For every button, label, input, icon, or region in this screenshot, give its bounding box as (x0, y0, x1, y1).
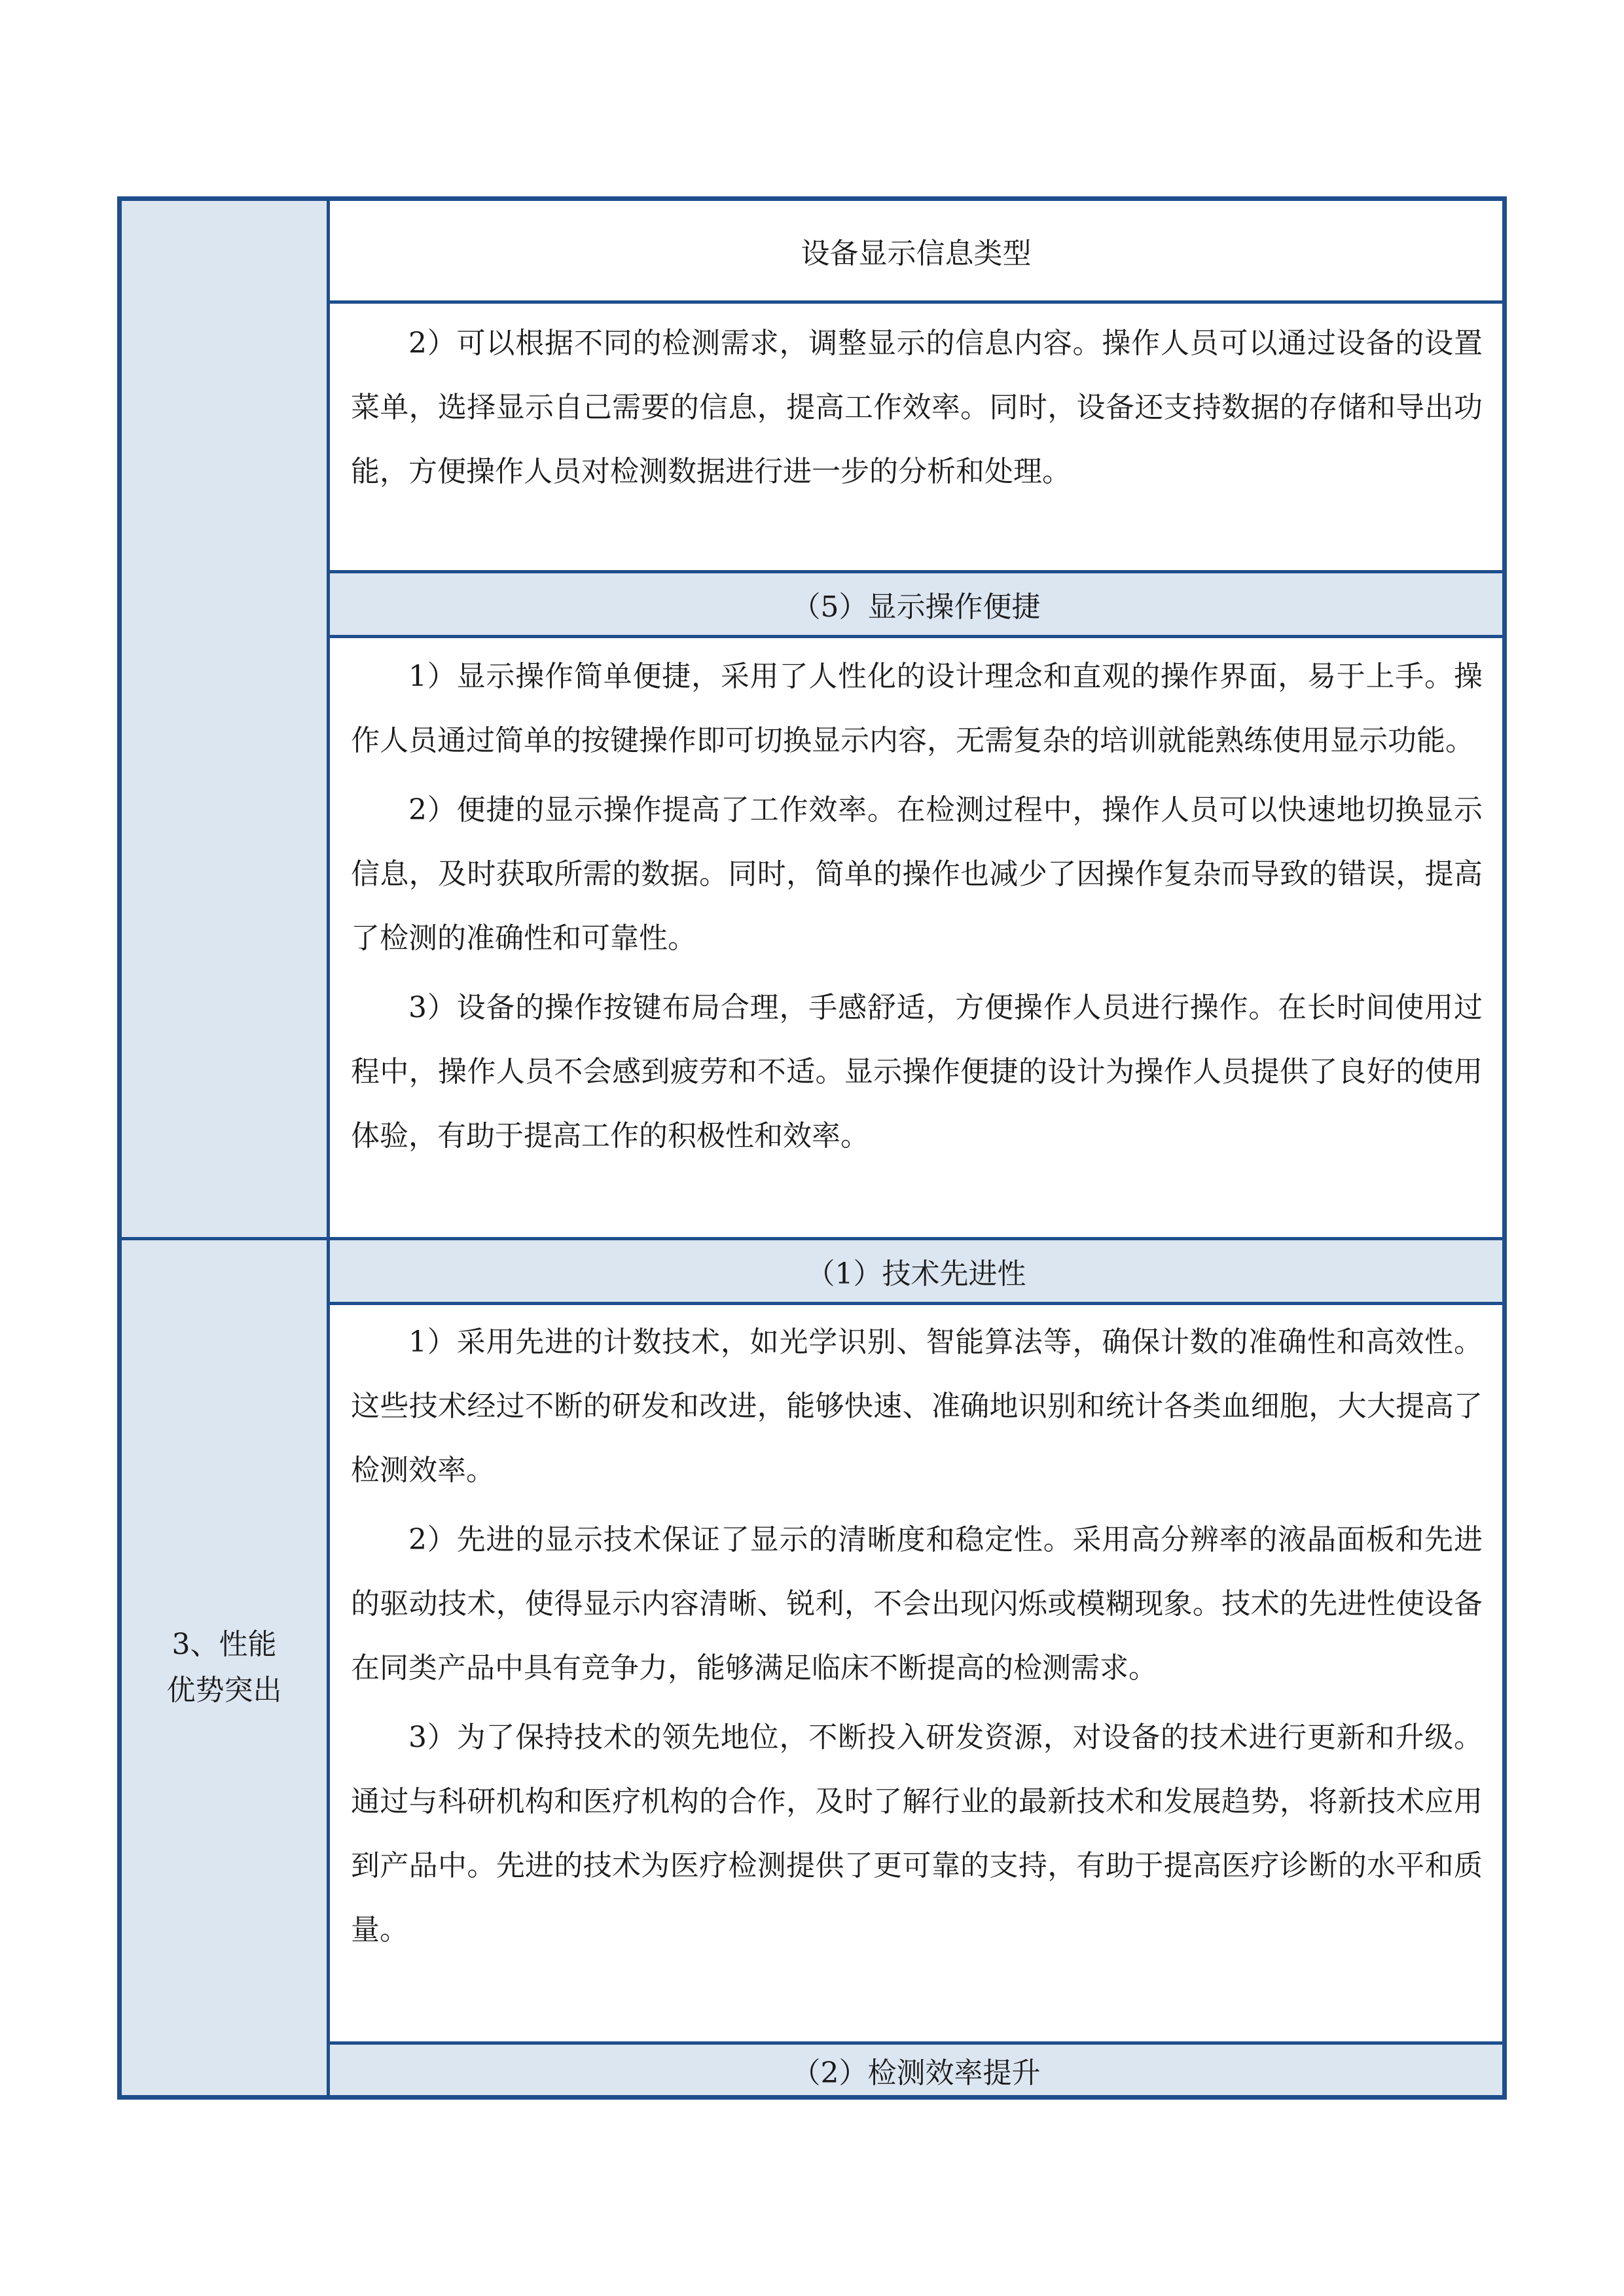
subsection-heading: （5）显示操作便捷 (330, 570, 1502, 635)
content-cell (330, 201, 1502, 1237)
paragraph: 2）先进的显示技术保证了显示的清晰度和稳定性。采用高分辨率的液晶面板和先进的驱动技术，使得显示内容清晰、锐利，不会出现闪烁或模糊现象。技术的先进性使设备在同类产品中具有竞争力，能够满足临床不断提高的检测需求。 (351, 1523, 1483, 1685)
subsection-heading: （2）检测效率提升 (330, 2041, 1502, 2095)
paragraph: 1）采用先进的计数技术，如光学识别、智能算法等，确保计数的准确性和高效性。这些技术经过不断的研发和改进，能够快速、准确地识别和统计各类血细胞，大大提高了检测效率。 (351, 1325, 1483, 1487)
row-label-cell (122, 201, 330, 1237)
content-cell (330, 1240, 1502, 2095)
paragraph: 2）便捷的显示操作提高了工作效率。在检测过程中，操作人员可以快速地切换显示信息，及时获取所需的数据。同时，简单的操作也减少了因操作复杂而导致的错误，提高了检测的准确性和可靠性。 (351, 793, 1483, 955)
paragraph: 1）显示操作简单便捷，采用了人性化的设计理念和直观的操作界面，易于上手。操作人员通过简单的按键操作即可切换显示内容，无需复杂的培训就能熟练使用显示功能。 (351, 660, 1483, 757)
paragraph: 3）为了保持技术的领先地位，不断投入研发资源，对设备的技术进行更新和升级。通过与科研机构和医疗机构的合作，及时了解行业的最新技术和发展趋势，将新技术应用到产品中。先进的技术为医疗检测提供了更可靠的支持，有助于提高医疗诊断的水平和质量。 (351, 1721, 1483, 1946)
paragraph: 3）设备的操作按键布局合理，手感舒适，方便操作人员进行操作。在长时间使用过程中，操作人员不会感到疲劳和不适。显示操作便捷的设计为操作人员提供了良好的使用体验，有助于提高工作的积极性和效率。 (351, 991, 1483, 1153)
subsection-body (330, 1302, 1502, 2041)
section-performance (122, 1237, 1502, 2095)
row-label-cell (122, 1240, 330, 2095)
section-display (122, 201, 1502, 1237)
content-table (117, 196, 1507, 2100)
subsection-body (330, 635, 1502, 1237)
subsection-heading: （1）技术先进性 (330, 1240, 1502, 1302)
row-label: 3、性能优势突出 (166, 1628, 282, 1707)
paragraph: 2）可以根据不同的检测需求，调整显示的信息内容。操作人员可以通过设备的设置菜单，选择显示自己需要的信息，提高工作效率。同时，设备还支持数据的存储和导出功能，方便操作人员对检测数据进行进一步的分析和处理。 (351, 327, 1483, 488)
type-heading: 设备显示信息类型 (801, 237, 1032, 270)
type-body (330, 300, 1502, 570)
